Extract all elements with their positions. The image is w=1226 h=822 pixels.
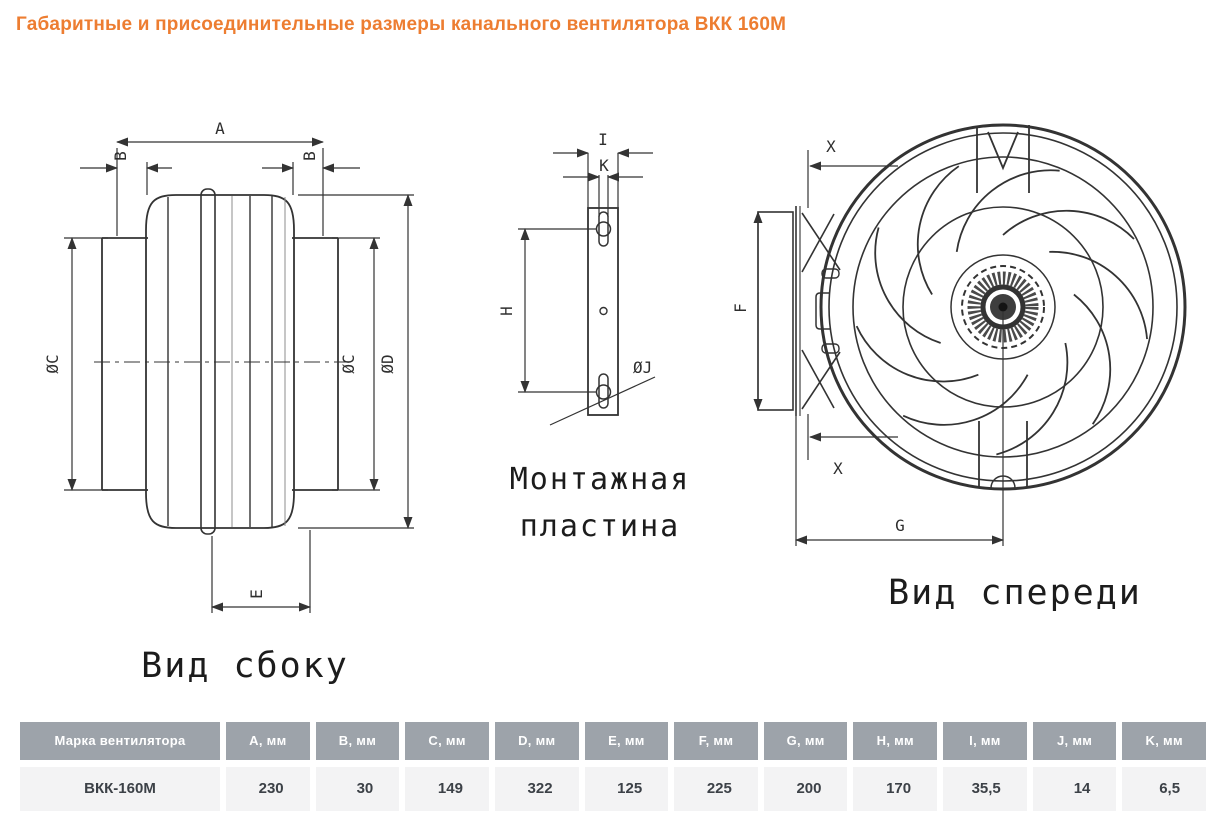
duct-spigot-right bbox=[292, 238, 338, 490]
dimension-f bbox=[731, 212, 758, 410]
dim-label-h: H bbox=[497, 306, 516, 316]
table-header-row bbox=[20, 722, 1206, 760]
dim-label-d: ØD bbox=[378, 354, 397, 374]
mounting-plate-edge bbox=[758, 206, 840, 416]
table-cell-i: 35,5 bbox=[943, 767, 1027, 811]
table-cell-b: 30 bbox=[316, 767, 400, 811]
dimension-h bbox=[497, 229, 596, 392]
mounting-plate-caption bbox=[465, 456, 735, 550]
center-hole bbox=[600, 308, 607, 315]
dim-label-x-top: X bbox=[826, 137, 836, 156]
dim-label-f: F bbox=[731, 303, 750, 313]
mounting-plate-svg bbox=[465, 105, 735, 450]
dim-label-e: E bbox=[247, 589, 266, 599]
table-cell-d: 322 bbox=[495, 767, 579, 811]
front-view-drawing bbox=[730, 100, 1226, 605]
dim-label-c-left: ØC bbox=[43, 354, 62, 374]
table-cell-h: 170 bbox=[853, 767, 937, 811]
dim-label-i: I bbox=[598, 130, 608, 149]
table-header-e: E, мм bbox=[585, 722, 669, 760]
dimension-i bbox=[553, 130, 653, 153]
dimension-g bbox=[796, 312, 1003, 546]
table-cell-a: 230 bbox=[226, 767, 310, 811]
table-header-c: C, мм bbox=[405, 722, 489, 760]
dim-label-j: ØJ bbox=[633, 358, 653, 377]
table-cell-mark: ВКК-160М bbox=[20, 767, 220, 811]
table-header-mark: Марка вентилятора bbox=[20, 722, 220, 760]
dimensions-table bbox=[20, 722, 1206, 811]
table-cell-f: 225 bbox=[674, 767, 758, 811]
dimension-b-right bbox=[262, 151, 360, 195]
table-row bbox=[20, 767, 1206, 811]
dimension-b-left bbox=[80, 151, 172, 195]
table-cell-c: 149 bbox=[405, 767, 489, 811]
side-view-svg bbox=[36, 100, 426, 675]
mounting-plate-caption-line2: пластина bbox=[519, 509, 681, 544]
table-cell-e: 125 bbox=[585, 767, 669, 811]
dim-label-k: K bbox=[599, 156, 609, 175]
table-cell-g: 200 bbox=[764, 767, 848, 811]
mounting-plate-caption-line1: Монтажная bbox=[509, 462, 691, 497]
table-header-b: B, мм bbox=[316, 722, 400, 760]
table-header-a: A, мм bbox=[226, 722, 310, 760]
table-header-k: K, мм bbox=[1122, 722, 1206, 760]
mounting-plate-drawing bbox=[465, 105, 735, 450]
duct-spigot-left bbox=[102, 238, 148, 490]
table-header-f: F, мм bbox=[674, 722, 758, 760]
dimension-c-left bbox=[43, 238, 108, 490]
keyhole-slot-top bbox=[597, 212, 611, 246]
dim-label-c-right: ØC bbox=[339, 354, 358, 374]
side-view-caption: Вид сбоку bbox=[141, 646, 349, 686]
table-header-g: G, мм bbox=[764, 722, 848, 760]
table-header-d: D, мм bbox=[495, 722, 579, 760]
front-view-caption: Вид спереди bbox=[888, 573, 1142, 613]
table-cell-k: 6,5 bbox=[1122, 767, 1206, 811]
plate-outline bbox=[588, 153, 618, 415]
table-header-j: J, мм bbox=[1033, 722, 1117, 760]
dim-label-a: A bbox=[215, 119, 225, 138]
dim-label-g: G bbox=[895, 516, 905, 535]
dimension-a bbox=[117, 119, 323, 236]
dimension-c-right bbox=[332, 238, 380, 490]
page-title: Габаритные и присоединительные размеры канального вентилятора ВКК 160М bbox=[16, 14, 787, 35]
dimension-x-top bbox=[808, 137, 898, 208]
side-view-drawing bbox=[36, 100, 426, 675]
dimension-e bbox=[212, 530, 310, 613]
table-cell-j: 14 bbox=[1033, 767, 1117, 811]
front-view-svg bbox=[730, 100, 1226, 605]
dim-label-b-right: B bbox=[300, 151, 319, 161]
table-header-i: I, мм bbox=[943, 722, 1027, 760]
dimension-k bbox=[563, 156, 643, 177]
dim-label-b-left: B bbox=[111, 151, 130, 161]
dim-label-x-bottom: X bbox=[833, 459, 843, 478]
table-header-h: H, мм bbox=[853, 722, 937, 760]
